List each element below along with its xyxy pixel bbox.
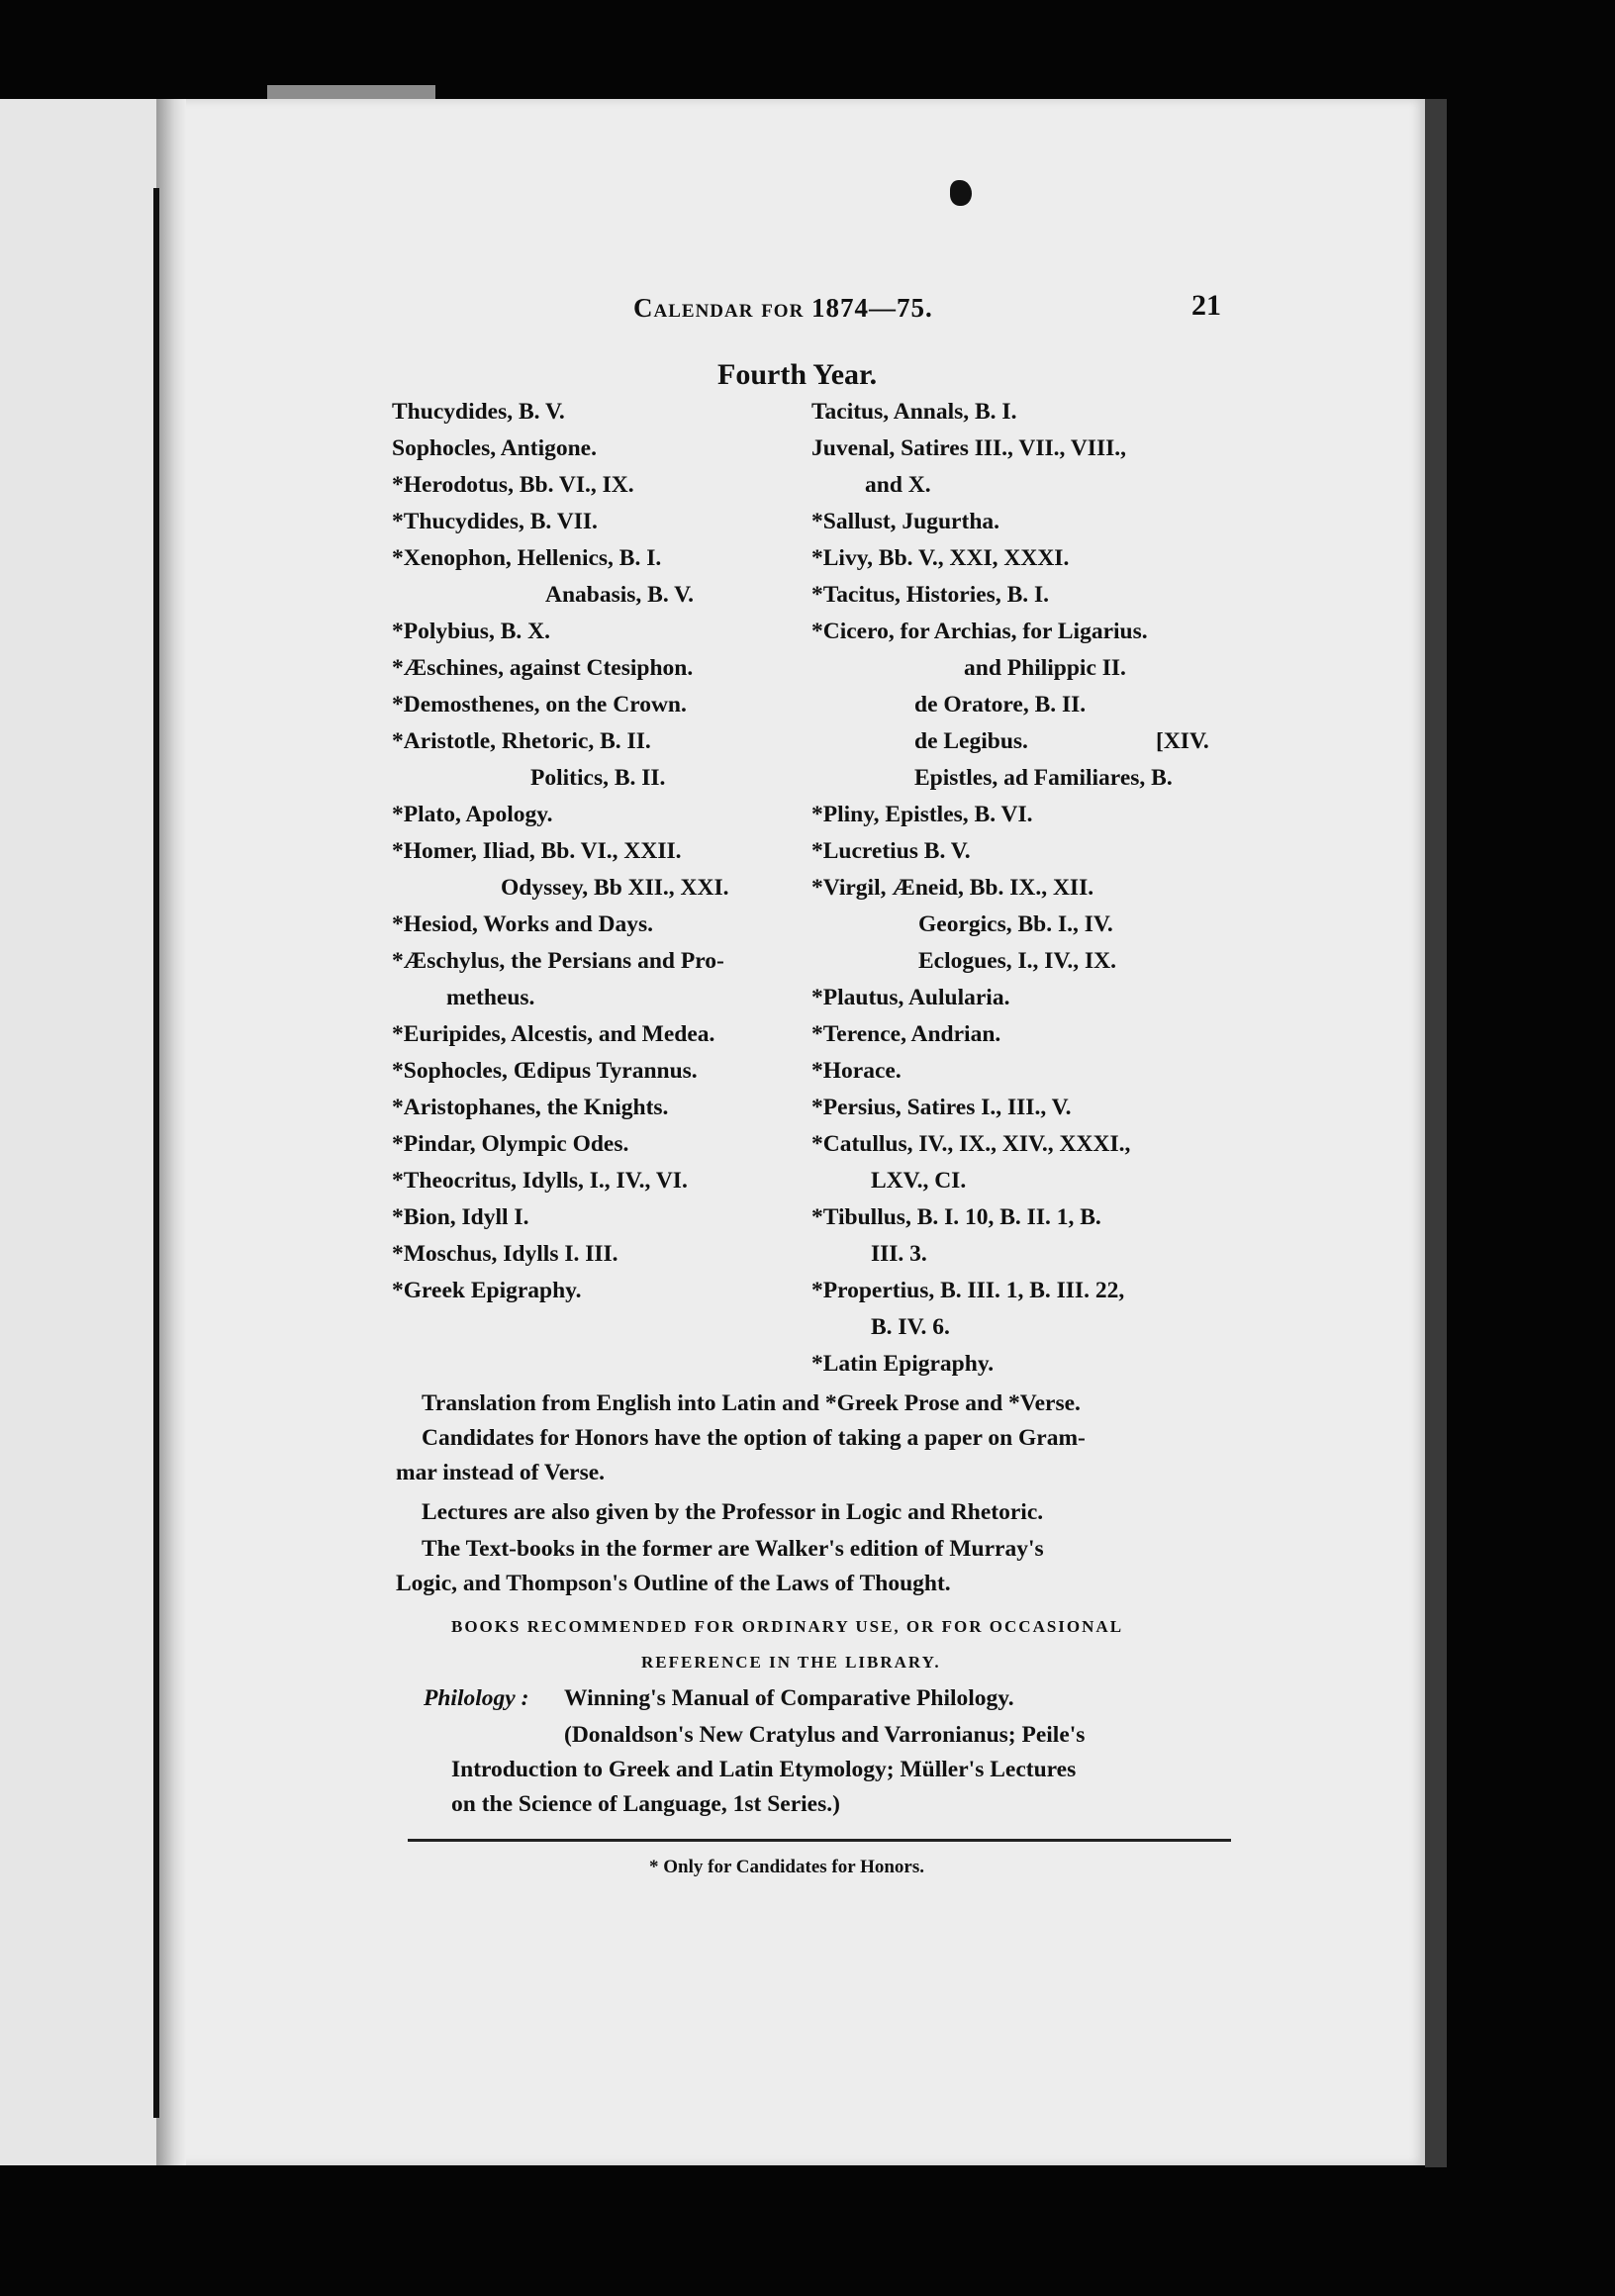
list-item: and Philippic II. <box>964 655 1126 681</box>
list-item: de Oratore, B. II. <box>914 692 1087 718</box>
paragraph-line: Logic, and Thompson's Outline of the Laws of Thought. <box>396 1571 951 1596</box>
list-item: *Sallust, Jugurtha. <box>811 509 1000 534</box>
list-item: *Tacitus, Histories, B. I. <box>811 582 1050 608</box>
list-item: *Persius, Satires I., III., V. <box>811 1095 1072 1120</box>
list-item: *Æschylus, the Persians and Pro- <box>392 948 724 974</box>
list-item: B. IV. 6. <box>871 1314 950 1340</box>
philology-line: Winning's Manual of Comparative Philology. <box>564 1685 1014 1711</box>
list-item: Anabasis, B. V. <box>545 582 694 608</box>
header-calendar-word: Calendar <box>633 293 754 323</box>
paragraph-line: Lectures are also given by the Professor in Logic and Rhetoric. <box>422 1499 1044 1525</box>
list-item: [XIV. <box>1156 728 1209 754</box>
footnote: * Only for Candidates for Honors. <box>649 1857 924 1877</box>
list-item: *Aristotle, Rhetoric, B. II. <box>392 728 651 754</box>
list-item: Juvenal, Satires III., VII., VIII., <box>811 435 1126 461</box>
list-item: *Virgil, Æneid, Bb. IX., XII. <box>811 875 1094 901</box>
paragraph-line: The Text-books in the former are Walker's edition of Murray's <box>422 1536 1044 1562</box>
list-item: Georgics, Bb. I., IV. <box>918 911 1113 937</box>
list-item: *Bion, Idyll I. <box>392 1204 529 1230</box>
list-item: *Æschines, against Ctesiphon. <box>392 655 694 681</box>
list-item: *Horace. <box>811 1058 902 1084</box>
list-item: *Catullus, IV., IX., XIV., XXXI., <box>811 1131 1131 1157</box>
philology-line: Introduction to Greek and Latin Etymology; Müller's Lectures <box>451 1757 1077 1782</box>
list-item: *Tibullus, B. I. 10, B. II. 1, B. <box>811 1204 1101 1230</box>
footnote-rule <box>408 1839 1231 1842</box>
paragraph-line: mar instead of Verse. <box>396 1460 606 1485</box>
philology-line: (Donaldson's New Cratylus and Varronianus; Peile's <box>564 1722 1086 1748</box>
list-item: *Homer, Iliad, Bb. VI., XXII. <box>392 838 682 864</box>
list-item: *Livy, Bb. V., XXI, XXXI. <box>811 545 1070 571</box>
paragraph-line: Translation from English into Latin and *Greek Prose and *Verse. <box>422 1390 1081 1416</box>
list-item: *Theocritus, Idylls, I., IV., VI. <box>392 1168 688 1194</box>
running-header <box>633 293 933 324</box>
list-item: *Thucydides, B. VII. <box>392 509 598 534</box>
list-item: III. 3. <box>871 1241 927 1267</box>
list-item: *Terence, Andrian. <box>811 1021 1001 1047</box>
philology-label: Philology : <box>424 1685 529 1711</box>
list-item: Eclogues, I., IV., IX. <box>918 948 1117 974</box>
header-year-text: for 1874—75. <box>761 293 933 323</box>
list-item: Sophocles, Antigone. <box>392 435 597 461</box>
list-item: *Polybius, B. X. <box>392 619 550 644</box>
list-item: *Xenophon, Hellenics, B. I. <box>392 545 662 571</box>
list-item: Odyssey, Bb XII., XXI. <box>501 875 729 901</box>
list-item: *Euripides, Alcestis, and Medea. <box>392 1021 715 1047</box>
list-item: metheus. <box>446 985 535 1010</box>
list-item: Politics, B. II. <box>530 765 666 791</box>
list-item: de Legibus. <box>914 728 1028 754</box>
list-item: *Cicero, for Archias, for Ligarius. <box>811 619 1148 644</box>
list-item: Epistles, ad Familiares, B. <box>914 765 1173 791</box>
list-item: *Pliny, Epistles, B. VI. <box>811 802 1033 827</box>
list-item: and X. <box>865 472 931 498</box>
list-item: Thucydides, B. V. <box>392 399 565 425</box>
list-item: *Lucretius B. V. <box>811 838 971 864</box>
list-item: *Plautus, Aulularia. <box>811 985 1010 1010</box>
paragraph-line: Candidates for Honors have the option of taking a paper on Gram- <box>422 1425 1086 1451</box>
books-heading: REFERENCE IN THE LIBRARY. <box>641 1653 941 1672</box>
page-number: 21 <box>1191 289 1221 322</box>
list-item: *Herodotus, Bb. VI., IX. <box>392 472 634 498</box>
list-item: *Propertius, B. III. 1, B. III. 22, <box>811 1278 1125 1303</box>
list-item: *Sophocles, Œdipus Tyrannus. <box>392 1058 698 1084</box>
list-item: *Pindar, Olympic Odes. <box>392 1131 629 1157</box>
list-item: *Aristophanes, the Knights. <box>392 1095 669 1120</box>
list-item: Tacitus, Annals, B. I. <box>811 399 1017 425</box>
books-heading: BOOKS RECOMMENDED FOR ORDINARY USE, OR FOR OCCASIONAL <box>451 1617 1124 1636</box>
list-item: *Greek Epigraphy. <box>392 1278 582 1303</box>
section-title: Fourth Year. <box>717 358 878 391</box>
list-item: *Demosthenes, on the Crown. <box>392 692 687 718</box>
list-item: LXV., CI. <box>871 1168 967 1194</box>
list-item: *Moschus, Idylls I. III. <box>392 1241 618 1267</box>
list-item: *Latin Epigraphy. <box>811 1351 995 1377</box>
list-item: *Hesiod, Works and Days. <box>392 911 654 937</box>
list-item: *Plato, Apology. <box>392 802 553 827</box>
philology-line: on the Science of Language, 1st Series.) <box>451 1791 840 1817</box>
